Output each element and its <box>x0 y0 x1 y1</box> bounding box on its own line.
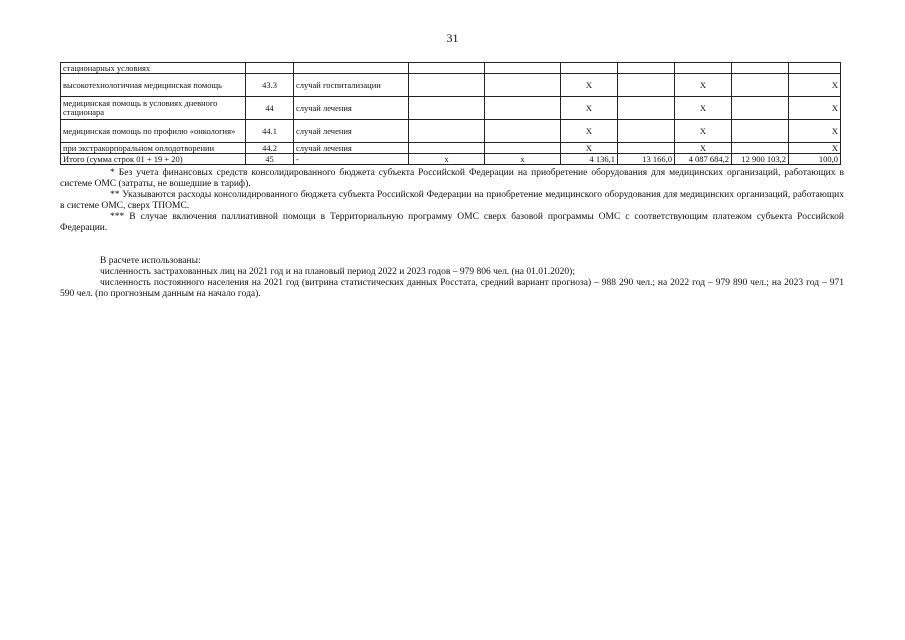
value-cell <box>485 120 561 143</box>
table-row <box>61 74 841 97</box>
value-cell <box>675 63 732 74</box>
value-cell: Х <box>675 74 732 97</box>
line-number-cell: 44.2 <box>246 143 294 154</box>
value-cell <box>618 63 675 74</box>
line-number-cell: 45 <box>246 154 294 165</box>
unit-cell <box>294 63 409 74</box>
value-cell: 4 136,1 <box>561 154 618 165</box>
footnotes <box>60 168 844 234</box>
table-row <box>61 63 841 74</box>
unit-cell: - <box>294 154 409 165</box>
unit-cell: случай лечения <box>294 143 409 154</box>
table-row <box>61 143 841 154</box>
value-cell <box>485 74 561 97</box>
value-cell <box>561 63 618 74</box>
line-number-cell: 44.1 <box>246 120 294 143</box>
line-number-cell: 43.3 <box>246 74 294 97</box>
value-cell <box>732 74 789 97</box>
value-cell: 100,0 <box>789 154 841 165</box>
value-cell: Х <box>789 97 841 120</box>
calculation-basis <box>60 256 844 300</box>
value-cell: Х <box>789 74 841 97</box>
value-cell: х <box>485 154 561 165</box>
table-row <box>61 120 841 143</box>
page-number: 31 <box>446 31 459 45</box>
financing-table <box>60 62 841 165</box>
value-cell: Х <box>561 120 618 143</box>
value-cell <box>618 143 675 154</box>
value-cell: Х <box>789 120 841 143</box>
value-cell <box>409 97 485 120</box>
value-cell: Х <box>675 143 732 154</box>
value-cell: Х <box>561 143 618 154</box>
unit-cell: случай лечения <box>294 120 409 143</box>
value-cell: Х <box>675 97 732 120</box>
row-name-cell: стационарных условиях <box>61 63 246 74</box>
line-number-cell: 44 <box>246 97 294 120</box>
value-cell <box>732 97 789 120</box>
row-name-cell: Итого (сумма строк 01 + 19 + 20) <box>61 154 246 165</box>
table-row-total <box>61 154 841 165</box>
value-cell <box>618 120 675 143</box>
value-cell <box>485 63 561 74</box>
value-cell: х <box>409 154 485 165</box>
value-cell <box>485 143 561 154</box>
calc-insured-count: численность застрахованных лиц на 2021 год и на плановый период 2022 и 2023 годов – 979 806 чел. (на 01.01.2020); <box>100 267 575 277</box>
value-cell: Х <box>789 143 841 154</box>
value-cell: 13 166,0 <box>618 154 675 165</box>
calc-heading: В расчете использованы: <box>100 256 201 266</box>
line-number-cell <box>246 63 294 74</box>
value-cell: Х <box>561 74 618 97</box>
value-cell: Х <box>561 97 618 120</box>
value-cell <box>789 63 841 74</box>
value-cell <box>732 120 789 143</box>
value-cell: Х <box>675 120 732 143</box>
value-cell <box>409 120 485 143</box>
calc-population-count: численность постоянного населения на 2021 год (витрина статистических данных Росстата, средний вариант прогноза) – 988 290 чел.; на 2022 год – 979 890 чел.; на 2023 год – 971 590 чел. (по прогнозным данным на начало года). <box>60 278 844 299</box>
value-cell <box>409 63 485 74</box>
row-name-cell: при экстракорпоральном оплодотворении <box>61 143 246 154</box>
footnote-1: * Без учета финансовых средств консолидированного бюджета субъекта Российской Федерации на приобретение оборудования для медицинских организаций, работающих в системе ОМС (затраты, не вошедшие в тариф). <box>60 168 844 189</box>
row-name-cell: высокотехнологичная медицинская помощь <box>61 74 246 97</box>
value-cell <box>732 143 789 154</box>
footnote-2: ** Указываются расходы консолидированного бюджета субъекта Российской Федерации на приобретение медицинского оборудования для медицинских организаций, работающих в системе ОМС, сверх ТПОМС. <box>60 190 844 211</box>
unit-cell: случай госпитализации <box>294 74 409 97</box>
row-name-cell: медицинская помощь в условиях дневного стационара <box>61 97 246 120</box>
row-name-cell: медицинская помощь по профилю «онкология» <box>61 120 246 143</box>
value-cell <box>409 74 485 97</box>
value-cell <box>618 97 675 120</box>
value-cell <box>732 63 789 74</box>
value-cell: 12 900 103,2 <box>732 154 789 165</box>
value-cell <box>409 143 485 154</box>
unit-cell: случай лечения <box>294 97 409 120</box>
footnote-3: *** В случае включения паллиативной помощи в Территориальную программу ОМС сверх базовой программы ОМС с соответствующим платежом субъекта Российской Федерации. <box>60 212 844 233</box>
value-cell: 4 087 684,2 <box>675 154 732 165</box>
table-row <box>61 97 841 120</box>
value-cell <box>485 97 561 120</box>
value-cell <box>618 74 675 97</box>
